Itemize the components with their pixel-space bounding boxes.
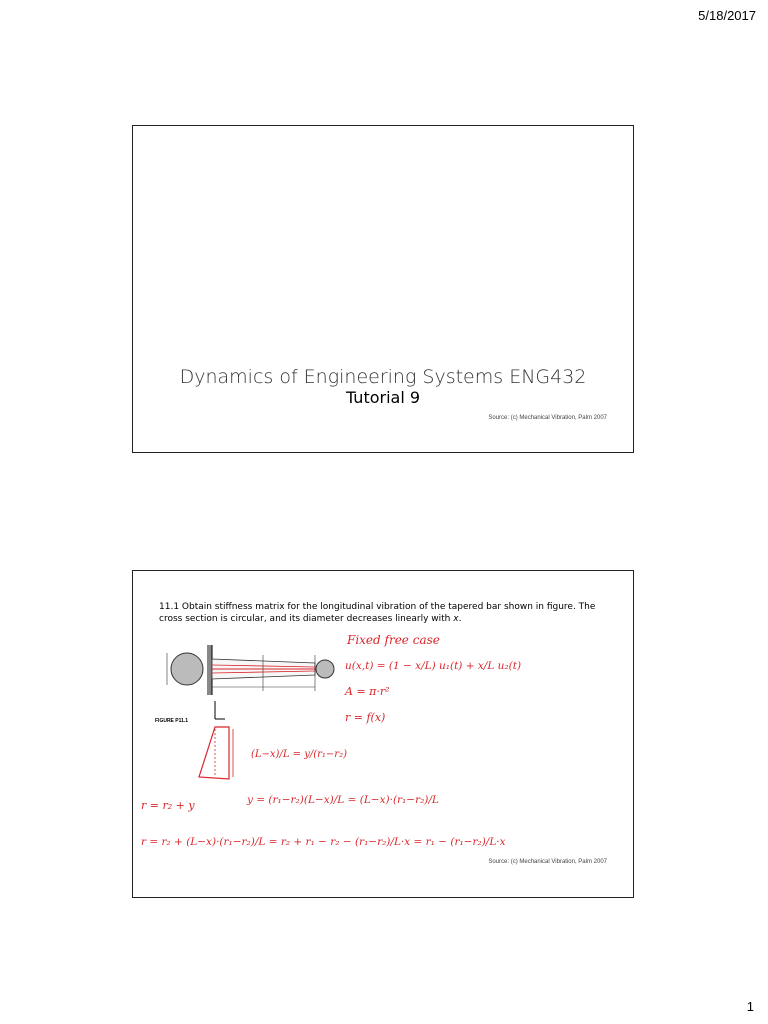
page-number: 1 bbox=[746, 999, 754, 1014]
course-title: Dynamics of Engineering Systems ENG432 bbox=[179, 366, 587, 388]
slide-problem bbox=[132, 570, 634, 898]
problem-variable: x bbox=[453, 614, 459, 624]
hand-eq-final: r = r₂ + (L−x)·(r₁−r₂)/L = r₂ + r₁ − r₂ − (r₁−r₂)/L·x = r₁ − (r₁−r₂)/L·x bbox=[141, 836, 506, 848]
problem-end: . bbox=[458, 614, 462, 624]
hand-eq-radius: r = f(x) bbox=[345, 711, 386, 724]
triangle-sketch bbox=[199, 727, 229, 779]
handwritten-notes bbox=[133, 571, 635, 899]
tutorial-subtitle: Tutorial 9 bbox=[345, 388, 421, 407]
hand-eq-similar-triangles: (L−x)/L = y/(r₁−r₂) bbox=[251, 749, 347, 760]
problem-text: 11.1 Obtain stiffness matrix for the longitudinal vibration of the tapered bar shown in figure. The cross section is circular, and its diameter decreases linearly with bbox=[159, 602, 596, 624]
hand-eq-displacement: u(x,t) = (1 − x/L) u₁(t) + x/L u₂(t) bbox=[345, 660, 522, 672]
hand-eq-r: r = r₂ + y bbox=[141, 799, 195, 812]
date-header: 5/18/2017 bbox=[698, 8, 756, 23]
slide-title bbox=[132, 125, 634, 453]
hand-eq-y: y = (r₁−r₂)(L−x)/L = (L−x)·(r₁−r₂)/L bbox=[247, 794, 439, 806]
hand-heading: Fixed free case bbox=[347, 633, 440, 647]
source-note: Source: (c) Mechanical Vibration, Palm 2007 bbox=[488, 859, 607, 865]
source-note: Source: (c) Mechanical Vibration, Palm 2007 bbox=[488, 415, 607, 421]
figure-caption: FIGURE P11.1 bbox=[155, 718, 189, 724]
hand-eq-area: A = π·r² bbox=[345, 685, 390, 698]
